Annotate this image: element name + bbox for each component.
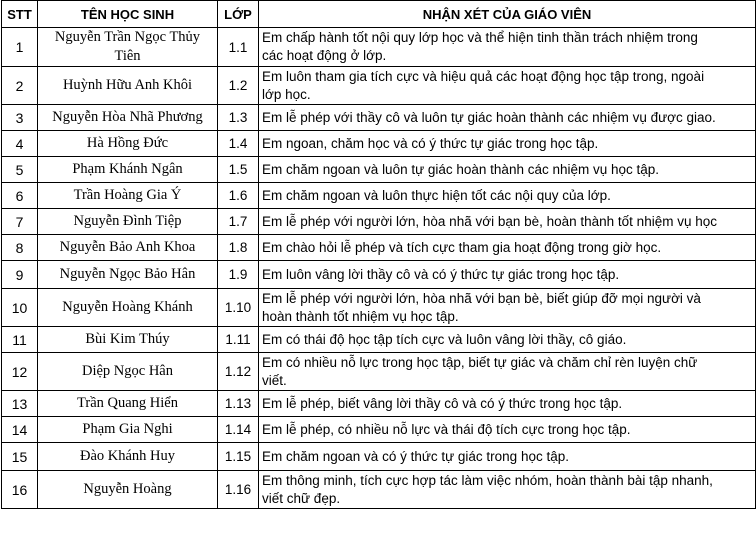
teacher-comment (259, 391, 756, 417)
student-name: Huỳnh Hữu Anh Khôi (38, 67, 218, 105)
teacher-comment (259, 353, 756, 391)
teacher-comment (259, 209, 756, 235)
student-name-line: Tiên (114, 48, 141, 64)
table-row (2, 67, 756, 105)
table-row (2, 353, 756, 391)
student-name: Nguyễn Bảo Anh Khoa (38, 235, 218, 261)
table-row (2, 391, 756, 417)
student-comments-table (1, 0, 756, 509)
row-number: 6 (2, 183, 38, 209)
teacher-comment-line: lớp học. (262, 86, 311, 102)
teacher-comment (259, 327, 756, 353)
row-number: 16 (2, 471, 38, 509)
teacher-comment-line: Em chào hỏi lễ phép và tích cực tham gia hoạt động trong giờ học. (262, 239, 662, 255)
student-name: Bùi Kim Thúy (38, 327, 218, 353)
row-number: 14 (2, 417, 38, 443)
teacher-comment-line: Em luôn tham gia tích cực và hiệu quả các hoạt động học tập trong, ngoài (262, 68, 705, 84)
header-class: LỚP (218, 1, 259, 28)
class-code: 1.13 (218, 391, 259, 417)
class-code: 1.11 (218, 327, 259, 353)
teacher-comment-line: Em ngoan, chăm học và có ý thức tự giác trong học tập. (262, 135, 599, 151)
teacher-comment-line: Em lễ phép với người lớn, hòa nhã với bạn bè, hoàn thành tốt nhiệm vụ học (262, 213, 717, 229)
teacher-comment-line: Em chăm ngoan và có ý thức tự giác trong học tập. (262, 448, 569, 464)
teacher-comment-line: Em lễ phép, có nhiều nỗ lực và thái độ tích cực trong học tập. (262, 421, 631, 437)
teacher-comment (259, 183, 756, 209)
class-code: 1.3 (218, 105, 259, 131)
student-name: Phạm Gia Nghi (38, 417, 218, 443)
teacher-comment (259, 67, 756, 105)
table-row (2, 443, 756, 471)
student-name (38, 28, 218, 67)
teacher-comment-line: Em thông minh, tích cực hợp tác làm việc nhóm, hoàn thành bài tập nhanh, (262, 472, 713, 488)
teacher-comment-line: viết chữ đẹp. (262, 490, 341, 506)
class-code: 1.7 (218, 209, 259, 235)
teacher-comment (259, 105, 756, 131)
student-name: Đào Khánh Huy (38, 443, 218, 471)
table-row (2, 327, 756, 353)
teacher-comment-line: Em lễ phép với thầy cô và luôn tự giác hoàn thành các nhiệm vụ được giao. (262, 109, 716, 125)
class-code: 1.10 (218, 289, 259, 327)
class-code: 1.16 (218, 471, 259, 509)
teacher-comment-line: các hoạt động ở lớp. (262, 48, 387, 63)
class-code: 1.1 (218, 28, 259, 67)
class-code: 1.9 (218, 261, 259, 289)
row-number: 2 (2, 67, 38, 105)
table-row (2, 28, 756, 67)
table-row (2, 261, 756, 289)
class-code: 1.6 (218, 183, 259, 209)
row-number: 10 (2, 289, 38, 327)
teacher-comment-line: Em chăm ngoan và luôn tự giác hoàn thành các nhiệm vụ học tập. (262, 161, 660, 177)
row-number: 7 (2, 209, 38, 235)
teacher-comment (259, 131, 756, 157)
teacher-comment (259, 417, 756, 443)
row-number: 13 (2, 391, 38, 417)
row-number: 3 (2, 105, 38, 131)
table-row (2, 157, 756, 183)
class-code: 1.12 (218, 353, 259, 391)
teacher-comment-line: Em có nhiều nỗ lực trong học tập, biết tự giác và chăm chỉ rèn luyện chữ (262, 354, 698, 370)
table-row (2, 471, 756, 509)
table-header-row (2, 1, 756, 28)
table-body (2, 28, 756, 509)
class-code: 1.8 (218, 235, 259, 261)
teacher-comment-line: viết. (262, 372, 287, 388)
teacher-comment-line: Em chấp hành tốt nội quy lớp học và thể hiện tinh thần trách nhiệm trong (262, 30, 698, 45)
student-name: Hà Hồng Đức (38, 131, 218, 157)
row-number: 4 (2, 131, 38, 157)
row-number: 5 (2, 157, 38, 183)
row-number: 9 (2, 261, 38, 289)
teacher-comment-line: hoàn thành tốt nhiệm vụ học tập. (262, 308, 459, 324)
class-code: 1.15 (218, 443, 259, 471)
student-name: Nguyễn Ngọc Bảo Hân (38, 261, 218, 289)
student-name-line: Nguyễn Trần Ngọc Thủy (54, 29, 201, 45)
class-code: 1.14 (218, 417, 259, 443)
teacher-comment (259, 235, 756, 261)
table-row (2, 105, 756, 131)
row-number: 11 (2, 327, 38, 353)
teacher-comment-line: Em lễ phép, biết vâng lời thầy cô và có ý thức trong học tập. (262, 395, 623, 411)
student-name: Diệp Ngọc Hân (38, 353, 218, 391)
teacher-comment-line: Em lễ phép với người lớn, hòa nhã với bạn bè, biết giúp đỡ mọi người và (262, 290, 701, 306)
student-name: Nguyễn Hòa Nhã Phương (38, 105, 218, 131)
header-teacher-comment: NHẬN XÉT CỦA GIÁO VIÊN (259, 1, 756, 28)
student-name: Trần Hoàng Gia Ý (38, 183, 218, 209)
student-name: Trần Quang Hiển (38, 391, 218, 417)
row-number: 12 (2, 353, 38, 391)
table-row (2, 183, 756, 209)
table-row (2, 131, 756, 157)
row-number: 8 (2, 235, 38, 261)
teacher-comment-line: Em luôn vâng lời thầy cô và có ý thức tự giác trong học tập. (262, 266, 620, 282)
teacher-comment (259, 471, 756, 509)
student-name: Nguyễn Hoàng Khánh (38, 289, 218, 327)
teacher-comment (259, 443, 756, 471)
table-row (2, 235, 756, 261)
teacher-comment (259, 289, 756, 327)
teacher-comment-line: Em có thái độ học tập tích cực và luôn vâng lời thầy, cô giáo. (262, 331, 627, 347)
teacher-comment (259, 261, 756, 289)
table-row (2, 289, 756, 327)
table-row (2, 209, 756, 235)
header-stt: STT (2, 1, 38, 28)
student-name: Nguyễn Hoàng (38, 471, 218, 509)
table-row (2, 417, 756, 443)
row-number: 1 (2, 28, 38, 67)
student-name: Nguyễn Đình Tiệp (38, 209, 218, 235)
class-code: 1.4 (218, 131, 259, 157)
teacher-comment-line: Em chăm ngoan và luôn thực hiện tốt các nội quy của lớp. (262, 187, 611, 203)
teacher-comment (259, 28, 756, 67)
class-code: 1.2 (218, 67, 259, 105)
student-name: Phạm Khánh Ngân (38, 157, 218, 183)
class-code: 1.5 (218, 157, 259, 183)
teacher-comment (259, 157, 756, 183)
row-number: 15 (2, 443, 38, 471)
header-student-name: TÊN HỌC SINH (38, 1, 218, 28)
